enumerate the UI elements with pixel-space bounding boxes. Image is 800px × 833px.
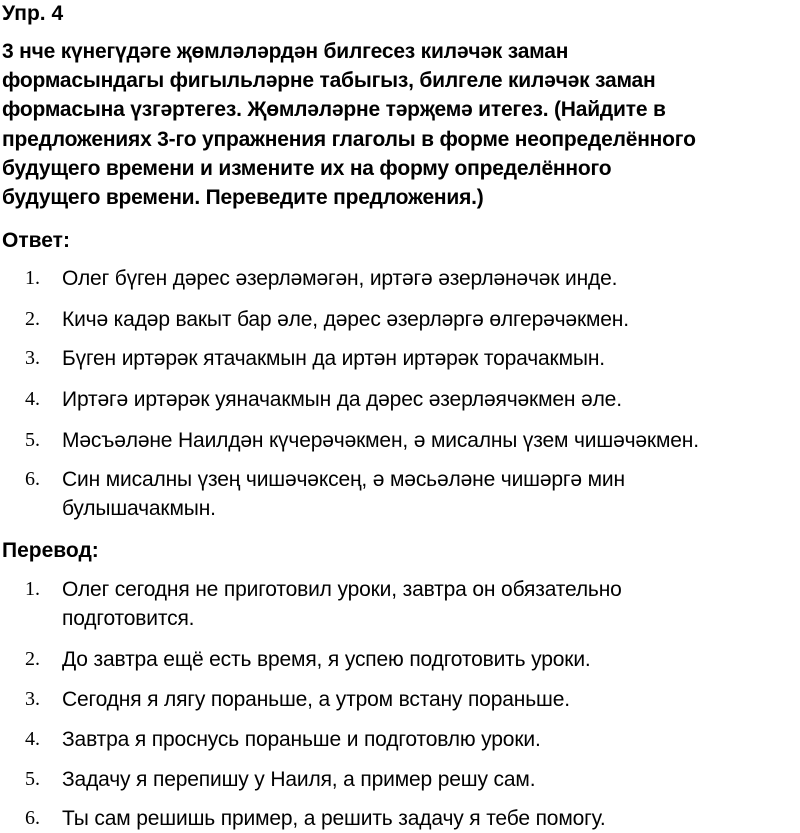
translation-item-line: Завтра я проснусь пораньше и подготовлю уроки.	[62, 728, 541, 751]
answer-item-text	[62, 465, 798, 523]
translation-item-line: Ты сам решишь пример, а решить задачу я тебе помогу.	[62, 807, 606, 830]
translation-item-number: 6.	[25, 807, 40, 829]
task-line: формасына үзгәртегез. Җөмләләрне тәрҗемә итегез. (Найдите в	[2, 98, 666, 122]
translation-item-line: подготовится.	[62, 607, 195, 630]
task-line: будущего времени. Переведите предложения.)	[2, 186, 484, 210]
answer-item-line: Иртәгә иртәрәк уяначакмын да дәрес әзерләячәкмен әле.	[62, 388, 622, 411]
answer-item-text	[62, 385, 798, 414]
answer-item-text	[62, 344, 798, 373]
answer-item-number: 1.	[25, 267, 40, 289]
task-line: 3 нче күнегүдәге җөмләләрдән билгесез киләчәк заман	[2, 40, 569, 63]
answer-item-text	[62, 426, 798, 455]
answer-item-line: булышачакмын.	[62, 497, 216, 520]
answer-item-line: Кичә кадәр вакыт бар әле, дәрес әзерләргә өлгерәчәкмен.	[62, 308, 629, 331]
translation-item-text	[62, 685, 798, 714]
translation-item-line: До завтра ещё есть время, я успею подготовить уроки.	[62, 648, 591, 671]
answer-item-number: 3.	[25, 347, 40, 369]
task-line: формасындагы фигыльләрне табыгыз, билгеле киләчәк заман	[2, 69, 656, 93]
answer-item-line: Бүген иртәрәк ятачакмын да иртән иртәрәк торачакмын.	[62, 347, 605, 370]
translation-heading: Перевод:	[2, 539, 99, 562]
translation-item-text	[62, 575, 798, 633]
answer-item-line: Син мисалны үзең чишәчәксең, ә мәсьәләне чишәргә мин	[62, 468, 625, 491]
exercise-title: Упр. 4	[2, 2, 64, 25]
answer-item-number: 2.	[25, 308, 40, 330]
answer-item-number: 6.	[25, 468, 40, 490]
answer-item-line: Мәсъәләне Наилдән күчерәчәкмен, ә мисалны үзем чишәчәкмен.	[62, 429, 699, 452]
answer-item-number: 5.	[25, 429, 40, 451]
translation-item-line: Задачу я перепишу у Наиля, а пример решу сам.	[62, 768, 536, 791]
translation-item-number: 2.	[25, 648, 40, 670]
answer-item-line: Олег бүген дәрес әзерләмәгән, иртәгә әзерләнәчәк инде.	[62, 267, 618, 290]
answer-heading: Ответ:	[2, 229, 70, 252]
translation-item-text	[62, 645, 798, 674]
answer-item-number: 4.	[25, 388, 40, 410]
translation-item-number: 3.	[25, 688, 40, 710]
answer-item-text	[62, 305, 798, 334]
task-line: предложениях 3-го упражнения глаголы в форме неопределённого	[2, 127, 696, 151]
translation-item-number: 5.	[25, 768, 40, 790]
task-line: будущего времени и измените их на форму определённого	[2, 156, 612, 180]
translation-item-number: 4.	[25, 728, 40, 750]
translation-item-line: Олег сегодня не приготовил уроки, завтра он обязательно	[62, 578, 622, 601]
translation-item-number: 1.	[25, 578, 40, 600]
translation-item-line: Сегодня я лягу пораньше, а утром встану пораньше.	[62, 688, 570, 711]
translation-item-text	[62, 765, 798, 794]
answer-item-text	[62, 264, 798, 293]
translation-item-text	[62, 804, 798, 833]
translation-item-text	[62, 725, 798, 754]
task-text	[2, 37, 798, 212]
